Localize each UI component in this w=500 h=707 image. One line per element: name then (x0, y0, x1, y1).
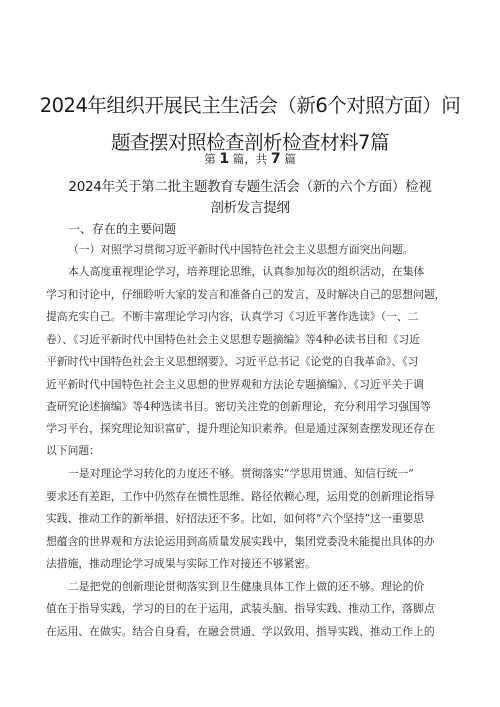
body-line: 平新时代中国特色社会主义思想纲要》、习近平总书记《论党的自我革命》、《习 (46, 355, 419, 368)
body-line: 近平新时代中国特色社会主义思想的世界观和方法论专题摘编》、《习近平关于调 (46, 378, 424, 391)
body-line: （一）对照学习贯彻习近平新时代中国特色社会主义思想方面突出问题。 (68, 243, 414, 256)
page-current: 1 (219, 151, 230, 167)
body-line: 学习平台，探究理论知识富矿，提升理论知识素养。但是通过深刻查摆发现还存在 (46, 422, 435, 435)
article-title-line-2: 剖析发言提纲 (210, 200, 290, 216)
body-line: 一是对理论学习转化的力度还不够。贯彻落实“学思用贯通、知信行统一” (68, 467, 414, 480)
article-title-line-1: 2024年关于第二批主题教育专题生活会（新的六个方面）检视 (68, 179, 432, 195)
body-line: 在运用、在做实。结合自身看，在融会贯通、学以致用、指导实践、推动工作上的 (46, 625, 435, 638)
page-total: 7 (270, 151, 281, 167)
body-line: 提高充实自己。不断丰富理论学习内容，认真学习《习近平著作选读》（一、二 (46, 310, 419, 323)
body-line: 本人高度重视理论学习，培养理论思维，认真参加每次的组织活动，在集体 (68, 265, 425, 278)
document-title-line-1: 2024年组织开展民主生活会（新6个对照方面）问 (39, 94, 461, 117)
body-line: 实践、推动工作的新举措、好招法还不多。比如，如何将“六个坚持”这一重要思 (46, 512, 425, 525)
page-indicator (0, 151, 500, 167)
page-middle: 篇，共 (232, 152, 268, 166)
page-suffix: 篇 (284, 152, 296, 166)
body-line: 法措施，推动理论学习成果与实际工作对接还不够紧密。 (46, 557, 316, 570)
body-line: 查研究论述摘编》等4种选读书目。密切关注党的创新理论，充分利用学习强国等 (46, 400, 431, 413)
body-line: 学习和讨论中，仔细聆听大家的发言和准备自己的发言，及时解决自己的思想问题， (46, 288, 446, 301)
page-prefix: 第 (204, 152, 216, 166)
body-line: 要求还有差距，工作中仍然存在惯性思维、路径依赖心理，运用党的创新理论指导 (46, 490, 435, 503)
body-line: 二是把党的创新理论贯彻落实到卫生健康具体工作上做的还不够。理论的价 (68, 580, 425, 593)
body-line: 值在于指导实践，学习的目的在于运用，武装头脑、指导实践、推动工作，落脚点 (46, 602, 435, 615)
body-line: 以下问题： (46, 444, 100, 457)
section-heading: 一、存在的主要问题 (68, 222, 177, 236)
body-line: 想蕴含的世界观和方法论运用到高质量发展实践中，集团党委没未能提出具体的办 (46, 535, 435, 548)
body-line: 卷）、《习近平新时代中国特色社会主义思想专题摘编》等4种必读书目和《习近 (46, 333, 420, 346)
document-title-line-2: 题查摆对照检查剖析检查材料7篇 (111, 131, 389, 154)
